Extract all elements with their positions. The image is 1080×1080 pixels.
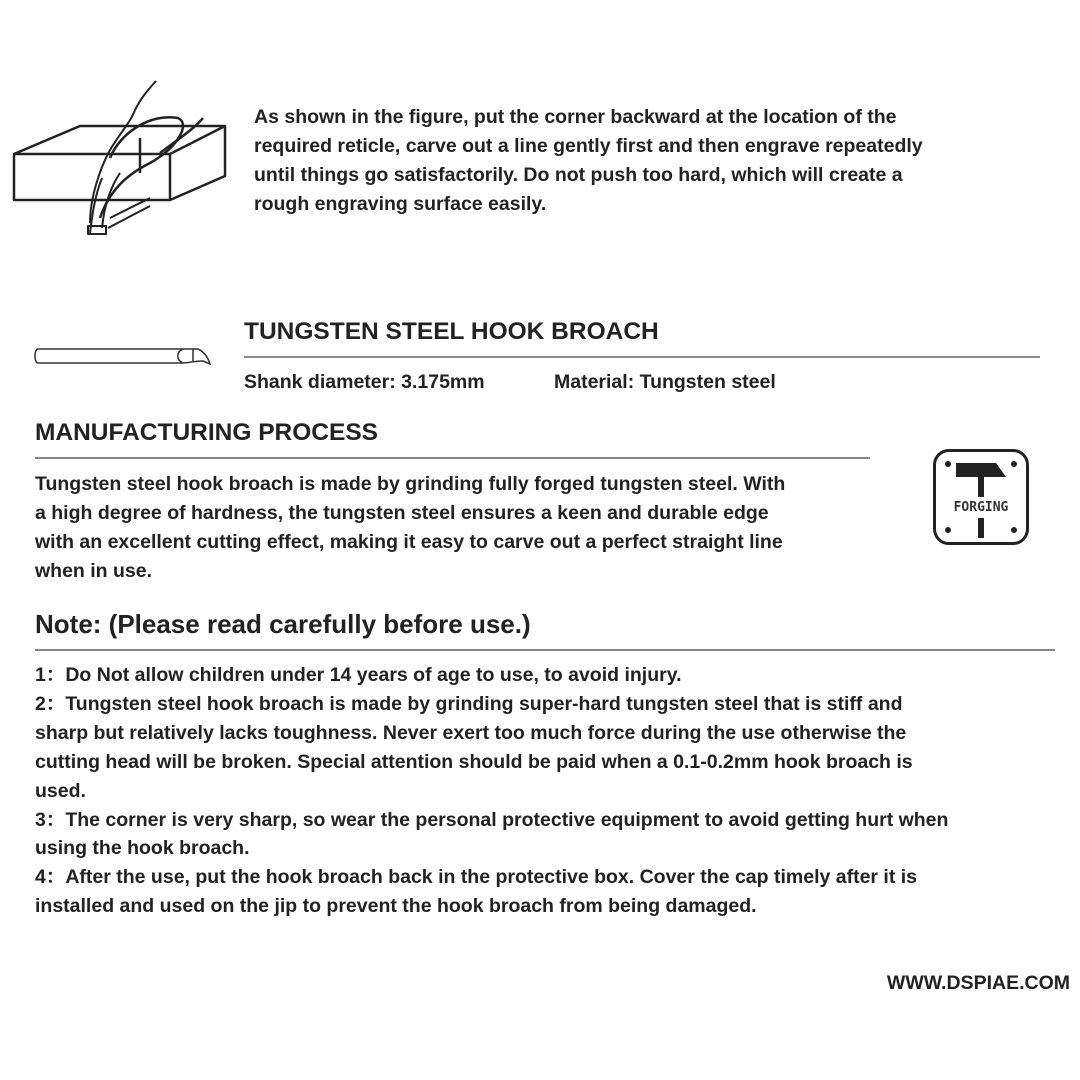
divider [244, 356, 1040, 358]
text-line: with an excellent cutting effect, making it easy to carve out a perfect straight line [35, 530, 783, 553]
forging-badge [933, 449, 1029, 545]
text-line: Tungsten steel hook broach is made by grinding fully forged tungsten steel. With [35, 473, 786, 495]
manufacturing-text [35, 470, 785, 586]
website: WWW.DSPIAE.COM [886, 972, 1070, 994]
note-item: 1：Do Not allow children under 14 years of age to use, to avoid injury. [35, 664, 682, 686]
badge-label: FORGING [953, 500, 1009, 515]
note-item: 4：After the use, put the hook broach back in the protective box. Cover the cap timely after it is [35, 866, 918, 889]
text-line: cutting head will be broken. Special attention should be paid when a 0.1-0.2mm hook broach is [35, 750, 913, 773]
text-line: installed and used on the jip to prevent the hook broach from being damaged. [35, 895, 757, 918]
material: Material: Tungsten steel [554, 371, 776, 393]
note-title: Note: (Please read carefully before use.) [35, 609, 531, 639]
note-item: 3：The corner is very sharp, so wear the personal protective equipment to avoid getting hurt when [35, 808, 949, 831]
text-line: sharp but relatively lacks toughness. Never exert too much force during the use otherwise the [35, 721, 907, 744]
text-line: rough engraving surface easily. [254, 192, 547, 215]
divider [35, 649, 1055, 651]
product-title: TUNGSTEN STEEL HOOK BROACH [244, 318, 659, 345]
divider [35, 457, 870, 459]
note-list [35, 661, 948, 921]
text-line: used. [35, 779, 86, 802]
text-line: until things go satisfactorily. Do not push too hard, which will create a [254, 163, 903, 186]
text-line: a high degree of hardness, the tungsten steel ensures a keen and durable edge [35, 501, 769, 524]
hammer-icon [936, 452, 1026, 542]
text-line: required reticle, carve out a line gently first and then engrave repeatedly [254, 134, 923, 157]
engraving-illustration [10, 78, 230, 248]
manufacturing-title: MANUFACTURING PROCESS [35, 419, 379, 446]
text-line: using the hook broach. [35, 837, 250, 860]
text-line: As shown in the figure, put the corner backward at the location of the [254, 106, 897, 128]
shank-diameter: Shank diameter: 3.175mm [244, 371, 485, 393]
hook-broach-icon [33, 344, 213, 368]
note-item: 2：Tungsten steel hook broach is made by grinding super-hard tungsten steel that is stiff and [35, 692, 903, 715]
text-line: when in use. [35, 559, 153, 582]
intro-text [254, 103, 923, 219]
